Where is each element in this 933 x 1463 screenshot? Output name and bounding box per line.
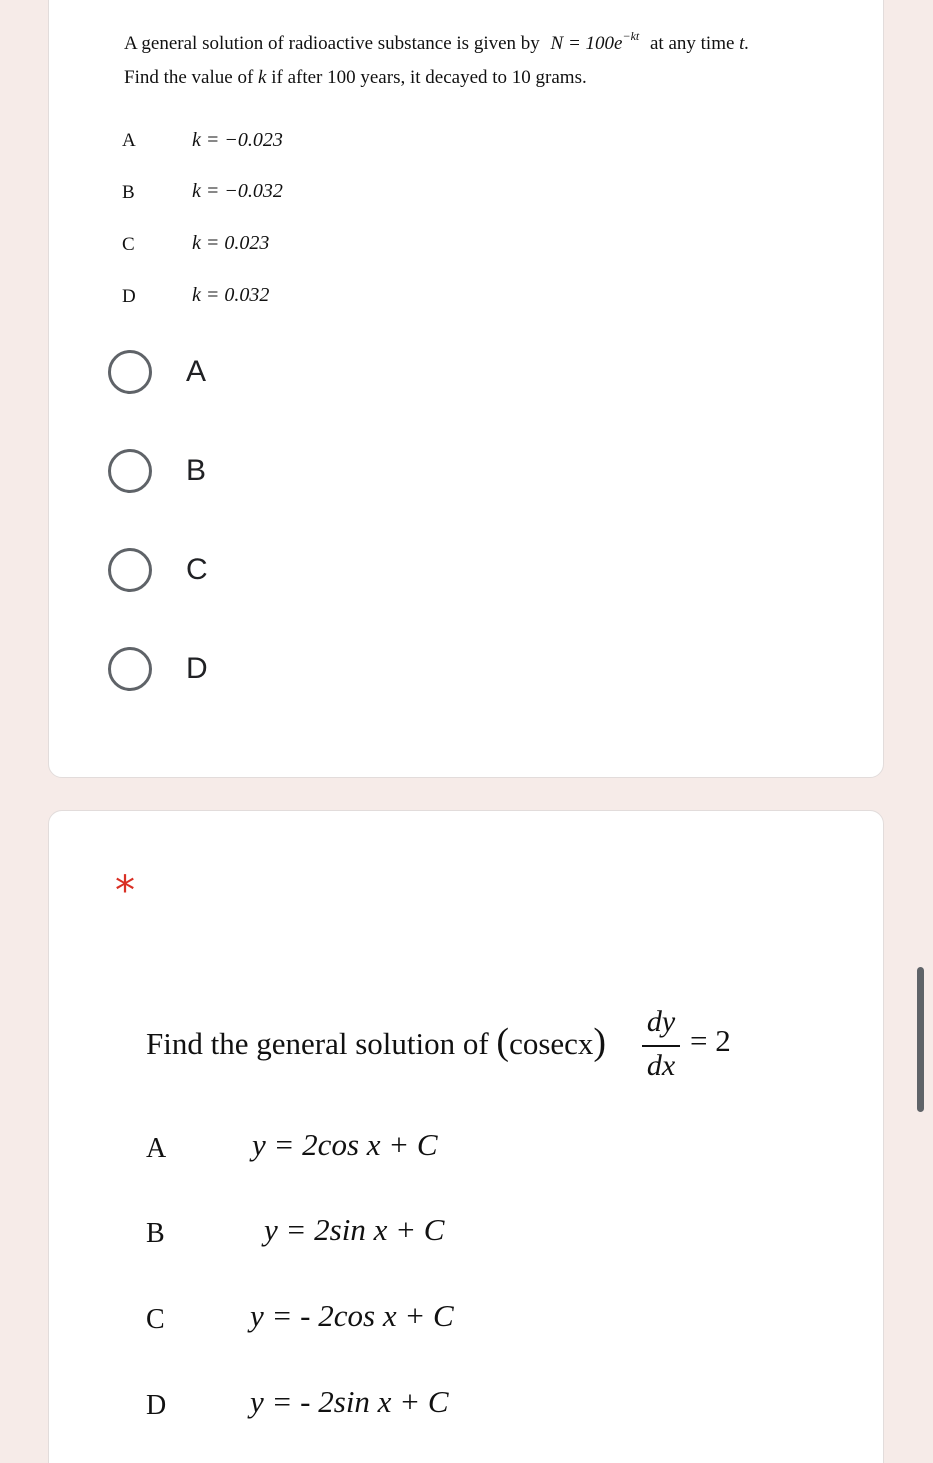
q1-choice-letter-b: B xyxy=(122,182,135,203)
question1-formula-exponent: −kt xyxy=(622,29,640,43)
radio-label-c: C xyxy=(186,553,208,586)
question2-equals: = 2 xyxy=(690,1023,731,1058)
question1-line2-var: k xyxy=(258,67,267,88)
radio-option-b[interactable] xyxy=(108,446,206,496)
question1-line2 xyxy=(124,67,587,89)
radio-button-d[interactable] xyxy=(108,647,152,691)
q1-choice-math-a: k = −0.023 xyxy=(192,129,283,151)
radio-button-b[interactable] xyxy=(108,449,152,493)
q2-choice-letter-d: D xyxy=(146,1390,167,1421)
question2-title-text: Find the general solution of xyxy=(146,1026,489,1061)
question2-frac-den: dx xyxy=(646,1049,676,1082)
radio-button-c[interactable] xyxy=(108,548,152,592)
question2-paren-close: ) xyxy=(593,1021,607,1063)
q2-choice-math-b: y = 2sin x + C xyxy=(264,1212,445,1247)
question1-line1 xyxy=(124,29,749,55)
radio-label-b: B xyxy=(186,454,207,487)
question1-line2-rest: if after 100 years, it decayed to 10 grams. xyxy=(271,67,587,88)
q2-choice-letter-c: C xyxy=(146,1304,165,1335)
q1-choice-letter-c: C xyxy=(122,234,135,255)
q1-choice-letter-d: D xyxy=(122,286,136,307)
question1-line2-start: Find the value of xyxy=(124,67,254,88)
radio-label-d: D xyxy=(186,652,208,685)
question2-frac-num: dy xyxy=(646,1005,676,1038)
radio-option-a[interactable] xyxy=(108,347,206,397)
radio-button-a[interactable] xyxy=(108,350,152,394)
q2-choice-letter-b: B xyxy=(146,1218,165,1249)
question1-var-t: t. xyxy=(739,33,750,54)
question-card-2 xyxy=(48,810,884,1463)
question2-title xyxy=(146,1020,606,1064)
question1-suffix: at any time xyxy=(650,33,735,54)
image-scrollbar[interactable] xyxy=(917,967,924,1112)
question2-frac-bar xyxy=(642,1045,680,1047)
q2-choice-math-d: y = - 2sin x + C xyxy=(250,1384,449,1419)
question2-cosec: cosecx xyxy=(509,1026,594,1061)
question1-formula: N = 100e xyxy=(550,33,623,54)
q1-choice-letter-a: A xyxy=(122,130,136,151)
radio-option-d[interactable] xyxy=(108,644,208,694)
q2-choice-math-c: y = - 2cos x + C xyxy=(250,1298,454,1333)
radio-option-c[interactable] xyxy=(108,545,208,595)
question2-paren-open: ( xyxy=(496,1021,510,1063)
q1-choice-math-c: k = 0.023 xyxy=(192,232,270,254)
required-asterisk: * xyxy=(115,868,135,914)
q1-choice-math-d: k = 0.032 xyxy=(192,284,270,306)
q2-choice-math-a: y = 2cos x + C xyxy=(252,1127,438,1162)
q1-choice-math-b: k = −0.032 xyxy=(192,180,283,202)
radio-label-a: A xyxy=(186,355,207,388)
q2-choice-letter-a: A xyxy=(146,1133,167,1164)
question1-line1-prefix: A general solution of radioactive substance is given by xyxy=(124,33,540,54)
